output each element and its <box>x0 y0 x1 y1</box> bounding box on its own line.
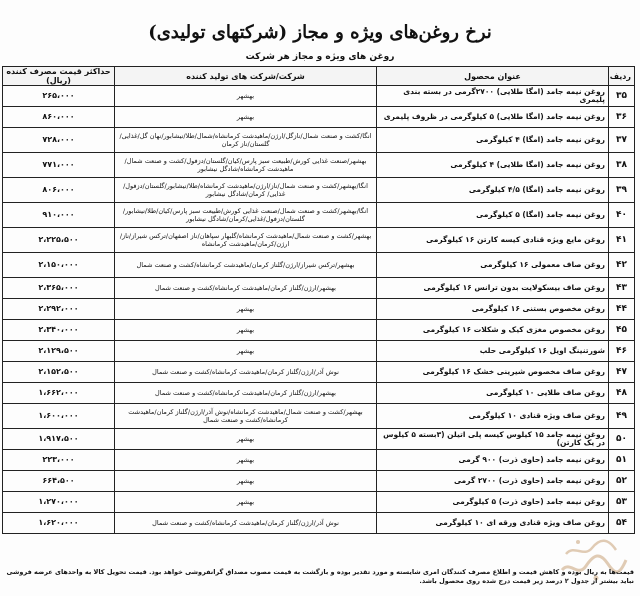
companies-cell: انگا/بهشهر/کشت و صنعت شمال/صنعت غذایی کورش/طبیعت سبز پارس/کیان/طلا/نیشابور/گلستان/دزفول/غذایی/کرمان/شادگل نیشابور <box>115 203 377 228</box>
price-cell: ۱،۶۶۲،۰۰۰ <box>3 383 115 404</box>
companies-cell: انگا/کشت و صنعت شمال/نازگل/ارژن/ماهیدشت کرمانشاه/شمال/طلا/نیشابور/نهان گل/غذایی/ گلستان/ناز کرمان <box>115 128 377 153</box>
product-name-cell: روغن مایع ویژه قنادی کیسه کارتن ۱۶ کیلوگرمی <box>377 228 609 253</box>
header-product: عنوان محصول <box>377 67 609 86</box>
row-number-cell: ۴۳ <box>609 278 635 299</box>
row-number-cell: ۴۹ <box>609 404 635 429</box>
product-name-cell: روغن نیمه جامد (امگا) ۴/۵ کیلوگرمی <box>377 178 609 203</box>
row-number-cell: ۵۰ <box>609 429 635 450</box>
table-row <box>3 228 635 253</box>
price-cell: ۸۶۰،۰۰۰ <box>3 107 115 128</box>
product-name-cell: روغن نیمه جامد (حاوی ذرت) ۵ کیلوگرمی <box>377 492 609 513</box>
table-row <box>3 153 635 178</box>
table-row <box>3 107 635 128</box>
price-cell: ۱،۶۰۰،۰۰۰ <box>3 404 115 429</box>
row-number-cell: ۳۶ <box>609 107 635 128</box>
price-cell: ۷۲۸،۰۰۰ <box>3 128 115 153</box>
product-name-cell: روغن نیمه جامد (حاوی ذرت) ۲۷۰۰ گرمی <box>377 471 609 492</box>
product-name-cell: روغن نیمه جامد (امگا) ۵ کیلوگرمی <box>377 203 609 228</box>
price-cell: ۲،۳۶۵،۰۰۰ <box>3 278 115 299</box>
price-cell: ۱،۹۱۷،۵۰۰ <box>3 429 115 450</box>
table-row <box>3 128 635 153</box>
header-price: حداکثر قیمت مصرف کننده (ریال) <box>3 67 115 86</box>
table-row <box>3 320 635 341</box>
product-name-cell: روغن نیمه جامد (امگا طلایی) ۲۷۰۰گرمی در بسته بندی پلیمری <box>377 86 609 107</box>
companies-cell: بهشهر/ارژن/گلناز کرمان/ماهیدشت کرمانشاه/کشت و صنعت شمال <box>115 278 377 299</box>
row-number-cell: ۵۲ <box>609 471 635 492</box>
companies-cell: بهشهر <box>115 429 377 450</box>
row-number-cell: ۴۶ <box>609 341 635 362</box>
price-table <box>2 66 635 534</box>
header-companies: شرکت/شرکت های تولید کننده <box>115 67 377 86</box>
companies-cell: نوش آذر/ارژن/گلناز کرمان/ماهیدشت کرمانشاه/کشت و صنعت شمال <box>115 513 377 534</box>
table-row <box>3 341 635 362</box>
price-cell: ۷۷۱،۰۰۰ <box>3 153 115 178</box>
table-row <box>3 278 635 299</box>
companies-cell: نوش آذر/ارژن/گلناز کرمان/ماهیدشت کرمانشاه/کشت و صنعت شمال <box>115 362 377 383</box>
row-number-cell: ۴۷ <box>609 362 635 383</box>
table-row <box>3 253 635 278</box>
price-cell: ۸۰۶،۰۰۰ <box>3 178 115 203</box>
page-title: نرخ روغن‌های ویژه و مجاز (شرکتهای تولیدی) <box>148 22 492 43</box>
price-cell: ۱،۶۲۰،۰۰۰ <box>3 513 115 534</box>
price-cell: ۶۶۴،۵۰۰ <box>3 471 115 492</box>
product-name-cell: روغن صاف بیسکولایت بدون ترانس ۱۶ کیلوگرمی <box>377 278 609 299</box>
row-number-cell: ۵۴ <box>609 513 635 534</box>
companies-cell: بهشهر/صنعت غذایی کورش/طبیعت سبز پارس/کیان/گلستان/دزفول/کشت و صنعت شمال/ماهیدشت کرمانشاه/شادگل نیشابور <box>115 153 377 178</box>
product-name-cell: روغن نیمه جامد (امگا طلایی) ۴ کیلوگرمی <box>377 153 609 178</box>
companies-cell: بهشهر <box>115 107 377 128</box>
table-row <box>3 299 635 320</box>
price-table-wrapper <box>2 66 634 534</box>
table-row <box>3 404 635 429</box>
table-row <box>3 429 635 450</box>
price-cell: ۲،۳۴۰،۰۰۰ <box>3 320 115 341</box>
product-name-cell: روغن صاف ویژه قنادی ورقه ای ۱۰ کیلوگرمی <box>377 513 609 534</box>
row-number-cell: ۴۴ <box>609 299 635 320</box>
price-cell: ۲،۲۹۲،۰۰۰ <box>3 299 115 320</box>
row-number-cell: ۴۰ <box>609 203 635 228</box>
product-name-cell: روغن مخصوص مغزی کیک و شکلات ۱۶ کیلوگرمی <box>377 320 609 341</box>
row-number-cell: ۴۲ <box>609 253 635 278</box>
product-name-cell: روغن صاف طلایی ۱۰ کیلوگرمی <box>377 383 609 404</box>
price-cell: ۲،۱۵۰،۰۰۰ <box>3 253 115 278</box>
table-row <box>3 362 635 383</box>
table-row <box>3 86 635 107</box>
table-row <box>3 383 635 404</box>
product-name-cell: روغن نیمه جامد (امگا طلایی) ۵ کیلوگرمی در ظروف پلیمری <box>377 107 609 128</box>
table-row <box>3 450 635 471</box>
price-cell: ۲،۱۵۲،۵۰۰ <box>3 362 115 383</box>
product-name-cell: روغن نیمه جامد ۱۵ کیلوس کیسه پلی اتیلن (۳بسته ۵ کیلوس در یک کارتن) <box>377 429 609 450</box>
companies-cell: بهشهر/ترکس شیراز/ارژن/گلناز کرمان/ماهیدشت کرمانشاه/کشت و صنعت شمال <box>115 253 377 278</box>
row-number-cell: ۵۱ <box>609 450 635 471</box>
row-number-cell: ۴۵ <box>609 320 635 341</box>
companies-cell: بهشهر/کشت و صنعت شمال/ماهیدشت کرمانشاه/گلبهار سپاهان/ناز اصفهان/ترکس شیراز/ناز/ارژن/کرمان/ماهیدشت کرمانشاه <box>115 228 377 253</box>
price-cell: ۱،۲۷۰،۰۰۰ <box>3 492 115 513</box>
companies-cell: بهشهر/کشت و صنعت شمال/ماهیدشت کرمانشاه/نوش آذر/ارژن/گلناز کرمان/ماهیدشت کرمانشاه/کشت و صنعت شمال <box>115 404 377 429</box>
table-row <box>3 203 635 228</box>
price-cell: ۲،۱۲۹،۵۰۰ <box>3 341 115 362</box>
row-number-cell: ۵۳ <box>609 492 635 513</box>
table-header-row <box>3 67 635 86</box>
row-number-cell: ۳۷ <box>609 128 635 153</box>
header-row-number: ردیف <box>609 67 635 86</box>
price-cell: ۲،۲۲۵،۵۰۰ <box>3 228 115 253</box>
product-name-cell: روغن نیمه جامد (حاوی ذرت) ۹۰۰ گرمی <box>377 450 609 471</box>
companies-cell: بهشهر <box>115 299 377 320</box>
table-row <box>3 471 635 492</box>
companies-cell: بهشهر/ارژن/گلناز کرمان/ماهیدشت کرمانشاه/کشت و صنعت شمال <box>115 383 377 404</box>
footnote: قیمت‌ها به ریال بوده و کاهش قیمت و اطلاع مصرف کنندگان امری شایسته و مورد تقدیر بوده و بازگشت به قیمت مصوب مصداق گرانفروشی خواهد بود. قیمت تحویل کالا به واحدهای عرضه فروشی نباید بیشتر از جدول ۲ درصد زیر قیمت درج شده روی محصول باشد. <box>6 568 634 585</box>
row-number-cell: ۴۱ <box>609 228 635 253</box>
table-body <box>3 86 635 534</box>
product-name-cell: شورتنینگ اویل ۱۶ کیلوگرمی حلب <box>377 341 609 362</box>
companies-cell: بهشهر <box>115 86 377 107</box>
companies-cell: بهشهر <box>115 471 377 492</box>
row-number-cell: ۴۸ <box>609 383 635 404</box>
product-name-cell: روغن نیمه جامد (امگا) ۴ کیلوگرمی <box>377 128 609 153</box>
price-cell: ۹۱۰،۰۰۰ <box>3 203 115 228</box>
companies-cell: انگا/بهشهر/کشت و صنعت شمال/ناز/ارژن/ماهیدشت کرمانشاه/طلا/نیشابور/گلستان/دزفول/غذایی/ کرمان/شادگل نیشابور <box>115 178 377 203</box>
companies-cell: بهشهر <box>115 450 377 471</box>
row-number-cell: ۳۹ <box>609 178 635 203</box>
row-number-cell: ۳۸ <box>609 153 635 178</box>
page-subtitle: روغن های ویژه و مجاز هر شرکت <box>245 52 395 62</box>
product-name-cell: روغن مخصوص بستنی ۱۶ کیلوگرمی <box>377 299 609 320</box>
price-cell: ۲۶۵،۰۰۰ <box>3 86 115 107</box>
companies-cell: بهشهر <box>115 341 377 362</box>
row-number-cell: ۳۵ <box>609 86 635 107</box>
product-name-cell: روغن صاف معمولی ۱۶ کیلوگرمی <box>377 253 609 278</box>
table-row <box>3 513 635 534</box>
companies-cell: بهشهر <box>115 492 377 513</box>
table-row <box>3 178 635 203</box>
companies-cell: بهشهر <box>115 320 377 341</box>
product-name-cell: روغن صاف مخصوص شیرینی خشک ۱۶ کیلوگرمی <box>377 362 609 383</box>
table-row <box>3 492 635 513</box>
price-cell: ۲۲۳،۰۰۰ <box>3 450 115 471</box>
product-name-cell: روغن صاف ویژه قنادی ۱۰ کیلوگرمی <box>377 404 609 429</box>
